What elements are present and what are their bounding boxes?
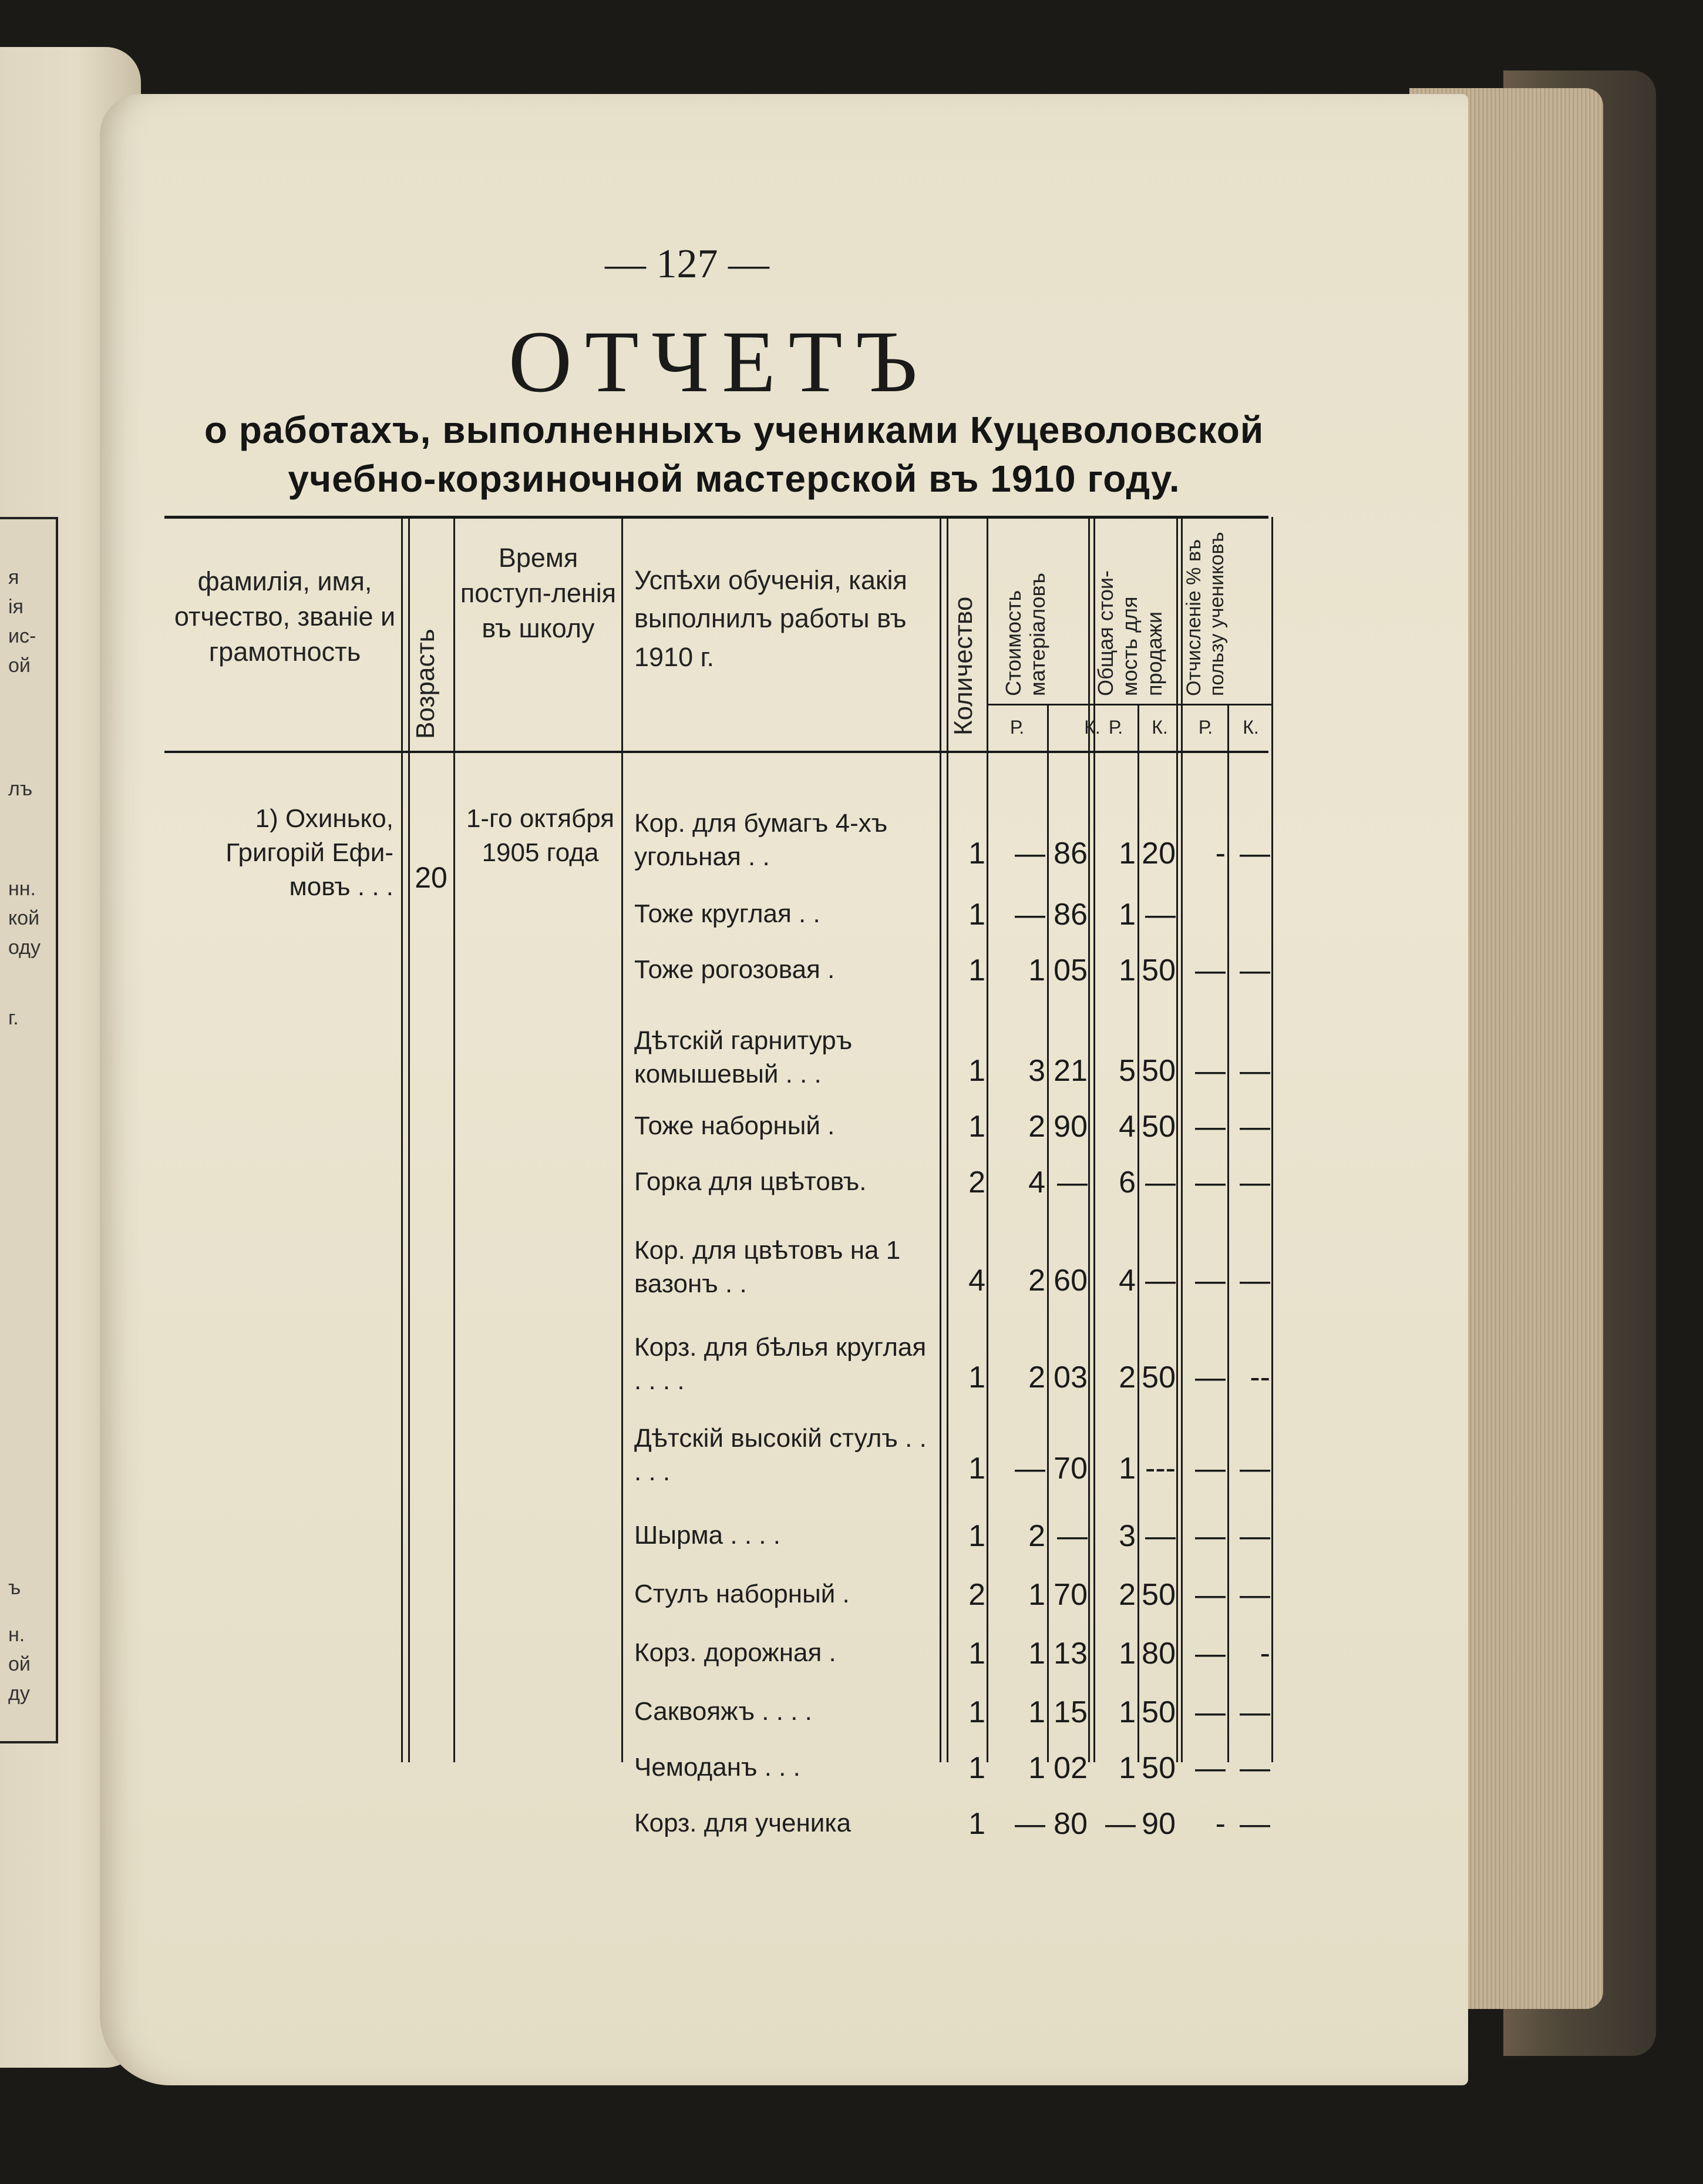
cell-ded-k: —	[1240, 1807, 1270, 1841]
cell-mat-r: 1	[1028, 953, 1045, 987]
cell-sale-r: 1	[1119, 1451, 1136, 1486]
cell-mat-k: 70	[1054, 1578, 1088, 1612]
cell-mat-k: 86	[1054, 898, 1088, 932]
report-subtitle: учебно-корзиночной мастерской въ 1910 году.	[288, 458, 1180, 500]
cell-mat-r: —	[1015, 1807, 1045, 1841]
cell-sale-k: —	[1145, 1165, 1176, 1199]
header-entry-time: Время поступ-ленія въ школу	[460, 543, 617, 643]
cell-mat-k: 70	[1054, 1451, 1088, 1486]
cell-ded-k: --	[1250, 1360, 1270, 1395]
header-quantity: Количество	[949, 596, 978, 735]
cell-qty: 1	[968, 1519, 985, 1553]
cell-ded-r: —	[1195, 1751, 1226, 1785]
cell-ded-r: —	[1195, 1110, 1226, 1144]
cell-ded-r: —	[1195, 1165, 1226, 1199]
cell-sale-k: 50	[1142, 1110, 1176, 1144]
header-rub: Р.	[1198, 717, 1213, 738]
cell-sale-k: 50	[1142, 1054, 1176, 1088]
cell-sale-k: ---	[1145, 1451, 1176, 1486]
header-deduction: Отчисленіе % въ пользу учениковъ	[1183, 532, 1229, 696]
work-item: Саквояжъ . . . .	[634, 1697, 812, 1726]
cell-qty: 4	[968, 1264, 985, 1298]
fragment-text: ой	[8, 1653, 31, 1675]
cell-sale-k: 50	[1142, 1751, 1176, 1785]
header-progress: Успѣхи обученія, какія выполнилъ работы въ 1910 г.	[634, 565, 907, 672]
cell-sale-k: 50	[1142, 1695, 1176, 1729]
cell-ded-k: —	[1240, 1519, 1270, 1553]
header-rub: Р.	[1009, 717, 1025, 738]
work-item: Кор. для бумагъ 4-хъ угольная . .	[634, 809, 888, 872]
cell-ded-r: -	[1215, 836, 1226, 871]
cell-sale-r: 2	[1119, 1360, 1136, 1395]
work-item: Корз. для бѣлья круглая . . . .	[634, 1333, 927, 1396]
work-item: Горка для цвѣтовъ.	[634, 1167, 867, 1196]
cell-sale-r: 1	[1119, 898, 1136, 932]
cell-sale-r: 2	[1119, 1578, 1136, 1612]
table-top-rule	[164, 516, 1268, 519]
cell-mat-k: —	[1057, 1519, 1088, 1553]
cell-sale-k: —	[1145, 1264, 1176, 1298]
header-rub: Р.	[1108, 717, 1123, 738]
fragment-text: я	[8, 566, 19, 589]
fragment-text: оду	[8, 936, 41, 959]
cell-mat-r: —	[1015, 898, 1045, 932]
header-age: Возрасть	[411, 629, 440, 739]
student-age: 20	[415, 861, 447, 894]
header-name: фамилія, имя, отчество, званіе и грамотность	[174, 566, 396, 667]
fragment-text: ис-	[8, 625, 36, 647]
cell-sale-r: —	[1105, 1807, 1136, 1841]
cell-ded-r: —	[1195, 1519, 1226, 1553]
work-item: Тоже наборный .	[634, 1111, 835, 1140]
work-item: Тоже круглая . .	[634, 899, 820, 928]
header-materials-cost: Стоимость матеріаловъ	[1001, 573, 1050, 696]
header-kop: К.	[1152, 717, 1168, 738]
cell-sale-k: 90	[1142, 1807, 1176, 1841]
cell-qty: 1	[968, 898, 985, 932]
report-subtitle: о работахъ, выполненныхъ учениками Куцеволовской	[204, 409, 1264, 451]
column-divider	[453, 517, 455, 1762]
cell-ded-r: —	[1195, 1695, 1226, 1729]
cell-ded-k: —	[1240, 1578, 1270, 1612]
cell-qty: 1	[968, 836, 985, 871]
cell-ded-k: —	[1240, 953, 1270, 987]
cell-qty: 2	[968, 1165, 985, 1199]
cell-mat-r: 2	[1028, 1264, 1045, 1298]
cell-mat-r: 2	[1028, 1360, 1045, 1395]
cell-ded-k: —	[1240, 1110, 1270, 1144]
cell-sale-k: 80	[1142, 1637, 1176, 1671]
cell-qty: 2	[968, 1578, 985, 1612]
student-entry-time: 1-го октября 1905 года	[466, 804, 615, 868]
cell-mat-k: 02	[1054, 1751, 1088, 1785]
column-divider	[940, 517, 941, 1762]
work-item: Дѣтскій высокій стулъ . . . . .	[634, 1424, 927, 1487]
cell-qty: 1	[968, 953, 985, 987]
cell-mat-r: 1	[1028, 1637, 1045, 1671]
fragment-text: г.	[8, 1007, 19, 1029]
work-item: Дѣтскій гарнитуръ комышевый . . .	[634, 1026, 853, 1089]
cell-sale-r: 4	[1119, 1264, 1136, 1298]
cell-sale-r: 1	[1119, 836, 1136, 871]
work-item: Чемоданъ . . .	[634, 1753, 800, 1782]
cell-mat-r: —	[1015, 1451, 1045, 1486]
work-item: Кор. для цвѣтовъ на 1 вазонъ . .	[634, 1236, 901, 1299]
header-kop: К.	[1084, 717, 1100, 738]
cell-qty: 1	[968, 1695, 985, 1729]
cell-sale-k: 50	[1142, 953, 1176, 987]
cell-ded-k: —	[1240, 1451, 1270, 1486]
student-name: 1) Охинько, Григорій Ефи-мовъ . . .	[226, 804, 393, 902]
cell-sale-k: —	[1145, 898, 1176, 932]
cell-sale-r: 1	[1119, 1751, 1136, 1785]
column-divider	[401, 517, 403, 1762]
cell-mat-k: —	[1057, 1165, 1088, 1199]
currency-subheader-rule	[987, 704, 1271, 705]
cell-mat-k: 80	[1054, 1807, 1088, 1841]
fragment-text: кой	[8, 907, 40, 929]
cell-qty: 1	[968, 1807, 985, 1841]
cell-sale-r: 1	[1119, 953, 1136, 987]
page-number: — 127 —	[605, 241, 769, 287]
report-title: ОТЧЕТЪ	[508, 313, 931, 411]
work-item: Корз. дорожная .	[634, 1638, 836, 1667]
table-header-rule	[164, 751, 1268, 753]
cell-qty: 1	[968, 1451, 985, 1486]
cell-ded-r: —	[1195, 1054, 1226, 1088]
cell-mat-r: —	[1015, 836, 1045, 871]
cell-ded-r: —	[1195, 1264, 1226, 1298]
cell-sale-r: 6	[1119, 1165, 1136, 1199]
fragment-text: лъ	[8, 778, 33, 800]
work-item: Шырма . . . .	[634, 1521, 780, 1550]
cell-ded-r: —	[1195, 953, 1226, 987]
cell-mat-k: 21	[1054, 1054, 1088, 1088]
cell-ded-k: -	[1260, 1637, 1270, 1671]
left-page-fragment-panel	[0, 517, 58, 1743]
cell-ded-r: —	[1195, 1578, 1226, 1612]
work-item: Стулъ наборный .	[634, 1580, 850, 1608]
cell-sale-k: 50	[1142, 1360, 1176, 1395]
fragment-text: ъ	[8, 1577, 21, 1599]
cell-sale-k: 20	[1142, 836, 1176, 871]
cell-ded-k: —	[1240, 1695, 1270, 1729]
cell-sale-k: —	[1145, 1519, 1176, 1553]
cell-sale-r: 5	[1119, 1054, 1136, 1088]
cell-ded-k: —	[1240, 1054, 1270, 1088]
fragment-text: ія	[8, 596, 23, 618]
cell-ded-k: —	[1240, 1165, 1270, 1199]
fragment-text: н.	[8, 1624, 25, 1646]
cell-mat-r: 3	[1028, 1054, 1045, 1088]
cell-ded-k: —	[1240, 1751, 1270, 1785]
cell-sale-r: 1	[1119, 1695, 1136, 1729]
fragment-text: ду	[8, 1682, 30, 1705]
column-divider	[621, 517, 623, 1762]
cell-mat-r: 1	[1028, 1751, 1045, 1785]
cell-mat-k: 03	[1054, 1360, 1088, 1395]
cell-ded-r: —	[1195, 1637, 1226, 1671]
cell-mat-k: 15	[1054, 1695, 1088, 1729]
work-item: Корз. для ученика	[634, 1809, 852, 1837]
column-divider	[408, 517, 410, 1762]
cell-sale-r: 4	[1119, 1110, 1136, 1144]
cell-mat-r: 2	[1028, 1110, 1045, 1144]
cell-mat-k: 86	[1054, 836, 1088, 871]
cell-qty: 1	[968, 1751, 985, 1785]
cell-qty: 1	[968, 1110, 985, 1144]
header-kop: К.	[1243, 717, 1259, 738]
cell-ded-k: —	[1240, 836, 1270, 871]
cell-sale-k: 50	[1142, 1578, 1176, 1612]
cell-mat-r: 4	[1028, 1165, 1045, 1199]
cell-mat-k: 13	[1054, 1637, 1088, 1671]
cell-ded-k: —	[1240, 1264, 1270, 1298]
cell-ded-r: —	[1195, 1451, 1226, 1486]
header-sale-cost: Общая стои-мость для продажи	[1093, 570, 1166, 696]
work-item: Тоже рогозовая .	[634, 955, 835, 984]
cell-sale-r: 1	[1119, 1637, 1136, 1671]
cell-ded-r: —	[1195, 1360, 1226, 1395]
cell-mat-r: 1	[1028, 1695, 1045, 1729]
cell-sale-r: 3	[1119, 1519, 1136, 1553]
cell-mat-k: 90	[1054, 1110, 1088, 1144]
column-divider	[1271, 517, 1273, 1762]
fragment-text: ой	[8, 654, 31, 677]
cell-ded-r: -	[1215, 1807, 1226, 1841]
cell-mat-r: 2	[1028, 1519, 1045, 1553]
cell-qty: 1	[968, 1360, 985, 1395]
cell-mat-k: 05	[1054, 953, 1088, 987]
cell-qty: 1	[968, 1637, 985, 1671]
cell-qty: 1	[968, 1054, 985, 1088]
cell-mat-r: 1	[1028, 1578, 1045, 1612]
cell-mat-k: 60	[1054, 1264, 1088, 1298]
fragment-text: нн.	[8, 878, 36, 900]
